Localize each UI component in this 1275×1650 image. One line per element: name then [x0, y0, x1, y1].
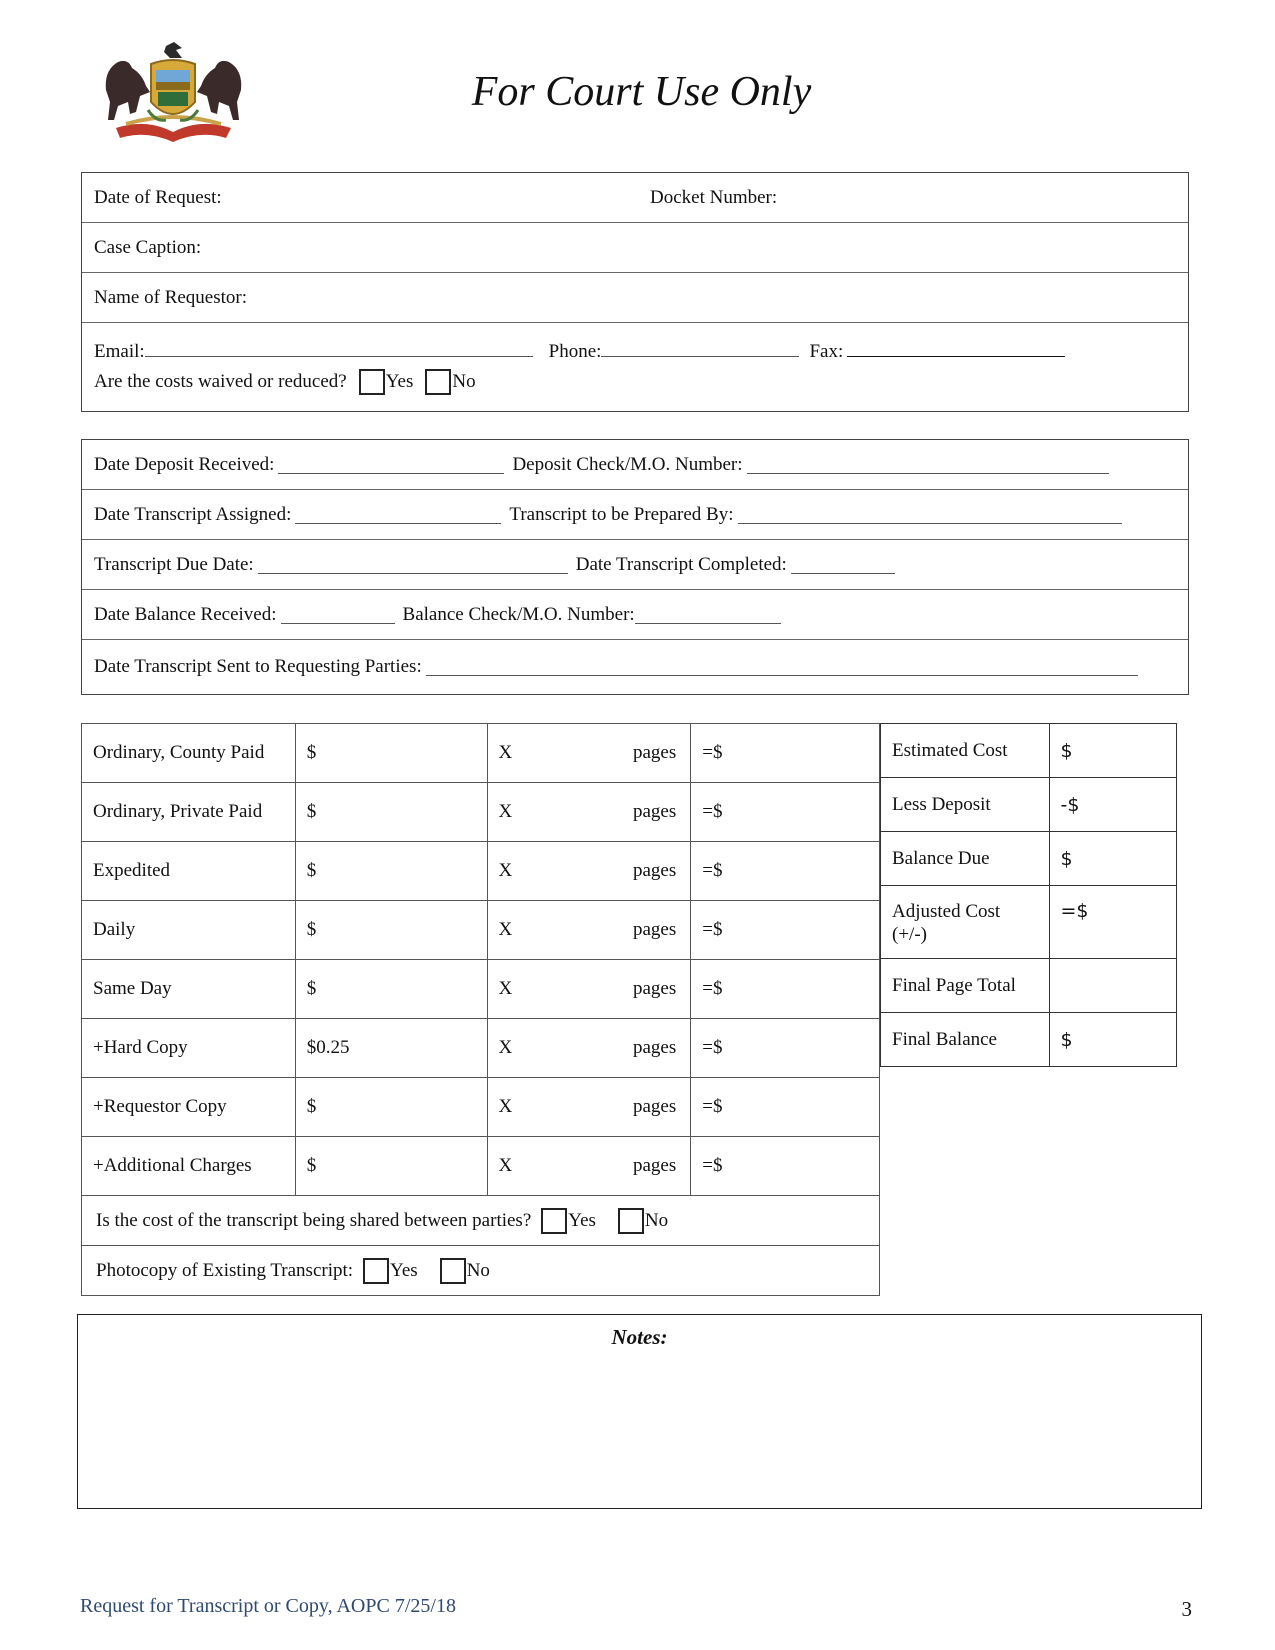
due-date-row	[82, 540, 1188, 590]
balance-row	[82, 590, 1188, 640]
email-input[interactable]	[145, 339, 533, 357]
table-row	[82, 901, 880, 960]
requestor-name-field[interactable]: Name of Requestor:	[94, 286, 248, 308]
cost-summary-table	[880, 723, 1177, 1067]
total-cell[interactable]: =$	[691, 783, 880, 842]
notes-box[interactable]	[77, 1314, 1202, 1509]
shared-cost-row	[82, 1196, 880, 1246]
photocopy-no-checkbox[interactable]	[440, 1258, 466, 1284]
transcript-type: Daily	[82, 901, 296, 960]
due-date-input[interactable]	[258, 556, 568, 574]
no-label: No	[644, 1209, 669, 1231]
yes-label: Yes	[568, 1209, 596, 1231]
pages-cell[interactable]: X pages	[487, 1019, 691, 1078]
transcript-type: +Additional Charges	[82, 1137, 296, 1196]
date-completed-label: Date Transcript Completed:	[575, 553, 787, 575]
summary-row	[881, 724, 1177, 778]
date-sent-input[interactable]	[426, 658, 1138, 676]
final-page-total-value[interactable]	[1049, 959, 1176, 1013]
fax-label: Fax:	[809, 341, 844, 362]
adjusted-cost-value[interactable]: =$	[1049, 886, 1176, 959]
balance-due-value[interactable]: $	[1049, 832, 1176, 886]
date-assigned-input[interactable]	[295, 506, 501, 524]
yes-label: Yes	[385, 371, 414, 392]
transcript-type: Expedited	[82, 842, 296, 901]
balance-check-input[interactable]	[635, 606, 781, 624]
pages-cell[interactable]: X pages	[487, 960, 691, 1019]
date-deposit-received-input[interactable]	[278, 456, 504, 474]
rate-cell[interactable]: $	[295, 901, 487, 960]
rate-cell[interactable]: $	[295, 960, 487, 1019]
total-cell[interactable]: =$	[691, 960, 880, 1019]
total-cell[interactable]: =$	[691, 842, 880, 901]
rate-cell[interactable]: $	[295, 1137, 487, 1196]
table-row	[82, 1137, 880, 1196]
date-deposit-received-label: Date Deposit Received:	[94, 453, 275, 475]
summary-label: Less Deposit	[881, 778, 1050, 832]
footer-form-name: Request for Transcript or Copy, AOPC 7/25/18	[80, 1595, 456, 1617]
date-sent-row	[82, 640, 1188, 694]
yes-label: Yes	[390, 1259, 418, 1281]
pages-cell[interactable]: X pages	[487, 842, 691, 901]
less-deposit-value[interactable]: -$	[1049, 778, 1176, 832]
contact-row	[82, 323, 1188, 411]
summary-label: Adjusted Cost (+/-)	[881, 886, 1050, 959]
rate-cell[interactable]: $	[295, 1078, 487, 1137]
estimated-cost-value[interactable]: $	[1049, 724, 1176, 778]
no-label: No	[452, 371, 476, 392]
date-completed-input[interactable]	[791, 556, 895, 574]
no-label: No	[466, 1259, 490, 1281]
total-cell[interactable]: =$	[691, 724, 880, 783]
summary-row	[881, 959, 1177, 1013]
summary-row	[881, 832, 1177, 886]
total-cell[interactable]: =$	[691, 1078, 880, 1137]
table-row	[82, 724, 880, 783]
pages-cell[interactable]: X pages	[487, 1078, 691, 1137]
deposit-check-label: Deposit Check/M.O. Number:	[512, 453, 743, 475]
date-of-request-field[interactable]: Date of Request:	[94, 186, 222, 208]
email-label: Email:	[94, 341, 145, 362]
shared-cost-no-checkbox[interactable]	[618, 1208, 644, 1234]
pages-cell[interactable]: X pages	[487, 1137, 691, 1196]
summary-label: Estimated Cost	[881, 724, 1050, 778]
processing-section	[81, 439, 1189, 695]
date-sent-label: Date Transcript Sent to Requesting Parties:	[94, 656, 422, 677]
transcript-type: +Requestor Copy	[82, 1078, 296, 1137]
cost-table	[81, 723, 880, 1296]
summary-row	[881, 1013, 1177, 1067]
table-row	[82, 1019, 880, 1078]
costs-waived-question: Are the costs waived or reduced?	[94, 371, 347, 392]
date-assigned-label: Date Transcript Assigned:	[94, 503, 292, 525]
photocopy-question: Photocopy of Existing Transcript:	[96, 1259, 354, 1281]
table-row	[82, 783, 880, 842]
docket-number-field[interactable]: Docket Number:	[650, 186, 778, 208]
transcript-type: Same Day	[82, 960, 296, 1019]
page-number: 3	[1181, 1597, 1192, 1621]
date-balance-received-label: Date Balance Received:	[94, 603, 277, 625]
balance-check-label: Balance Check/M.O. Number:	[402, 603, 635, 625]
deposit-check-input[interactable]	[747, 456, 1109, 474]
notes-title: Notes:	[611, 1325, 668, 1349]
total-cell[interactable]: =$	[691, 901, 880, 960]
fax-input[interactable]	[847, 339, 1065, 357]
summary-label: Balance Due	[881, 832, 1050, 886]
pages-cell[interactable]: X pages	[487, 783, 691, 842]
rate-cell[interactable]: $	[295, 783, 487, 842]
photocopy-row	[82, 1246, 880, 1296]
costs-waived-yes-checkbox[interactable]	[359, 369, 385, 395]
request-info-section	[81, 172, 1189, 412]
shared-cost-question: Is the cost of the transcript being shared between parties?	[96, 1209, 532, 1231]
prepared-by-input[interactable]	[738, 506, 1122, 524]
summary-row	[881, 886, 1177, 959]
prepared-by-label: Transcript to be Prepared By:	[509, 503, 734, 525]
rate-cell[interactable]: $	[295, 724, 487, 783]
pages-cell[interactable]: X pages	[487, 901, 691, 960]
requestor-name-row	[82, 273, 1188, 323]
shared-cost-yes-checkbox[interactable]	[541, 1208, 567, 1234]
phone-label: Phone:	[548, 341, 602, 362]
pages-cell[interactable]: X pages	[487, 724, 691, 783]
page-title: For Court Use Only	[471, 69, 812, 115]
total-cell[interactable]: =$	[691, 1019, 880, 1078]
table-row	[82, 960, 880, 1019]
rate-cell[interactable]: $0.25	[295, 1019, 487, 1078]
date-docket-row	[82, 173, 1188, 223]
phone-input[interactable]	[601, 339, 799, 357]
summary-row	[881, 778, 1177, 832]
total-cell[interactable]: =$	[691, 1137, 880, 1196]
costs-waived-no-checkbox[interactable]	[425, 369, 451, 395]
case-caption-field[interactable]: Case Caption:	[94, 236, 202, 258]
date-balance-received-input[interactable]	[281, 606, 395, 624]
transcript-type: Ordinary, Private Paid	[82, 783, 296, 842]
table-row	[82, 1078, 880, 1137]
assignment-row	[82, 490, 1188, 540]
rate-cell[interactable]: $	[295, 842, 487, 901]
deposit-row	[82, 440, 1188, 490]
transcript-type: Ordinary, County Paid	[82, 724, 296, 783]
summary-label: Final Balance	[881, 1013, 1050, 1067]
transcript-type: +Hard Copy	[82, 1019, 296, 1078]
table-row	[82, 842, 880, 901]
final-balance-value[interactable]: $	[1049, 1013, 1176, 1067]
due-date-label: Transcript Due Date:	[94, 553, 254, 575]
summary-label: Final Page Total	[881, 959, 1050, 1013]
photocopy-yes-checkbox[interactable]	[363, 1258, 389, 1284]
case-caption-row	[82, 223, 1188, 273]
